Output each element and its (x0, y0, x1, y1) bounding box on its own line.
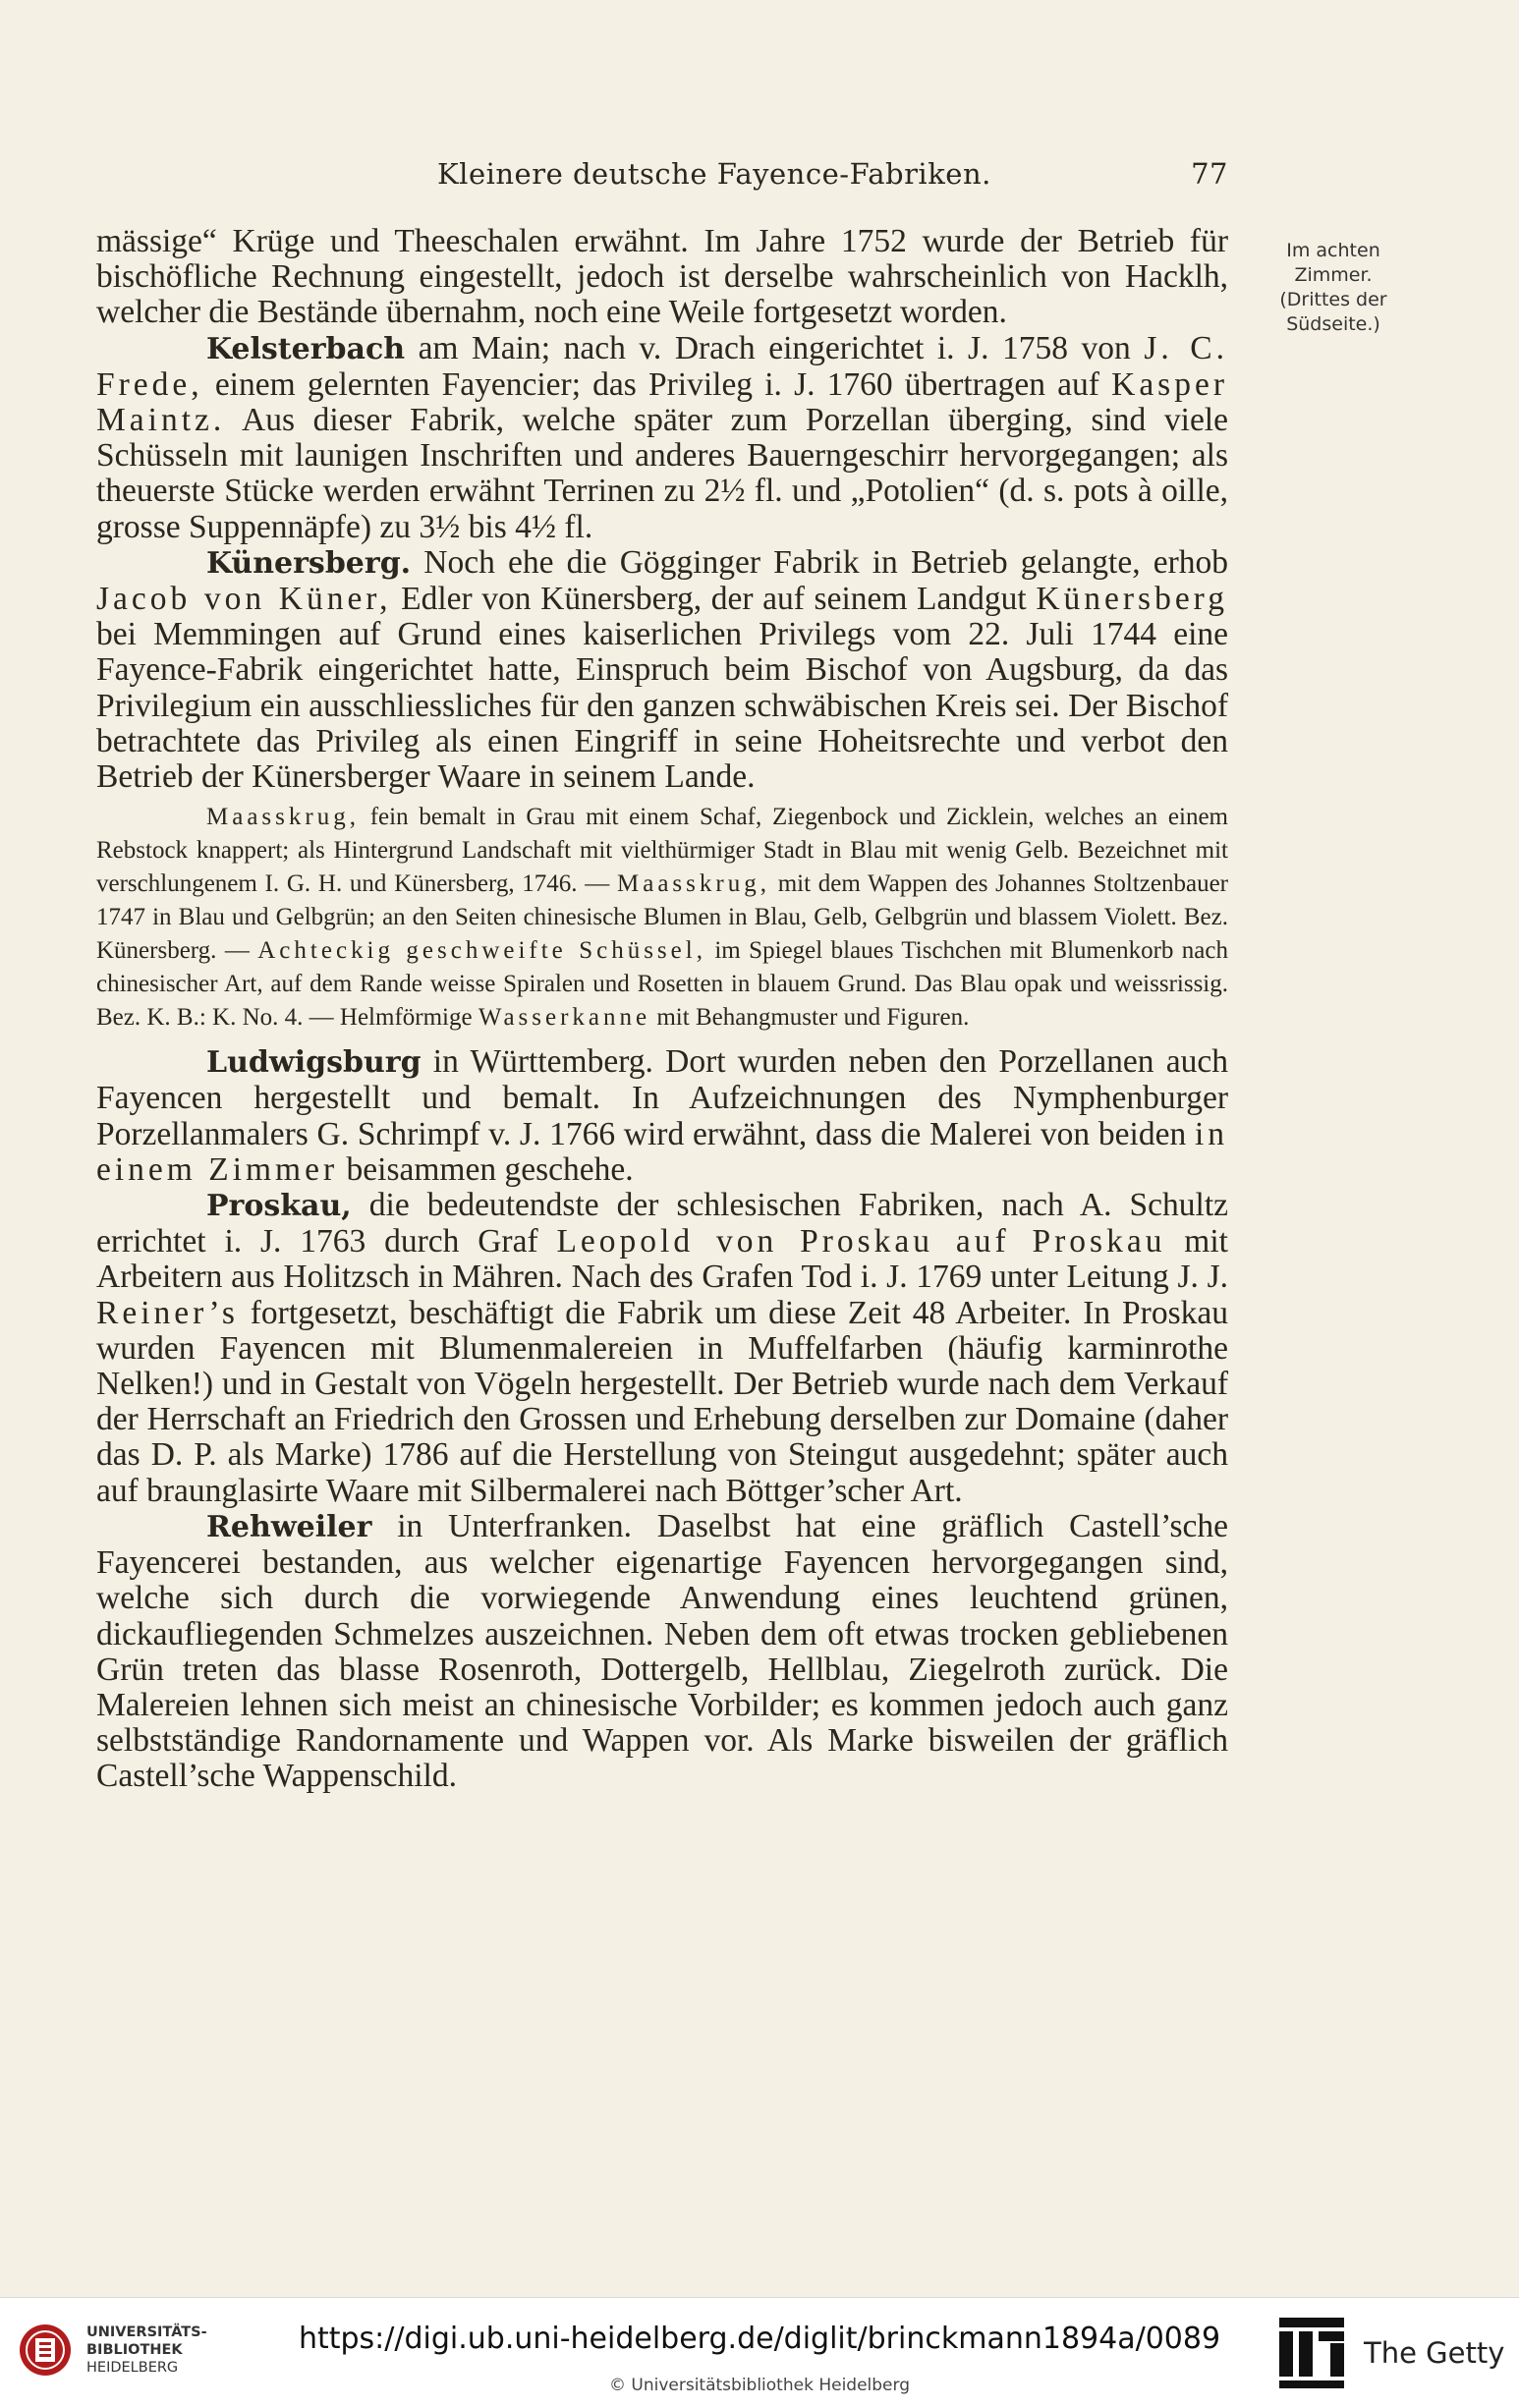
spaced-phrase: in einem Zimmer (96, 1115, 1228, 1188)
spaced-name: Leopold von Proskau auf Proskau (556, 1223, 1166, 1260)
margin-note-line: Im achten (1286, 240, 1380, 261)
catalogue-text: im Spiegel blaues Tischchen mit Blumenkorb nach chinesischer Art, auf dem Rande weisse Spiralen und Rosetten in blauem Grund. Das Blau opak und weissrissig. Bez. K. B.: K. No. 4. — Helmförmige (96, 937, 1228, 1032)
paragraph-text: in Württemberg. Dort wurden neben den Porzellanen auch Fayencen hergestellt und bemalt. In Aufzeichnungen des Nymphenburger Porzellanmalers G. Schrimpf v. J. 1766 wird erwähnt, dass die Malerei von beiden (96, 1043, 1228, 1152)
getty-mark-icon (1277, 2314, 1346, 2392)
entry-heading: Kelsterbach (206, 331, 406, 366)
getty-logo[interactable] (1277, 2312, 1513, 2394)
margin-note-line: Südseite.) (1286, 313, 1380, 335)
copyright-notice: © Universitätsbibliothek Heidelberg (608, 2376, 910, 2395)
catalogue-notes (96, 801, 1228, 1035)
catalogue-object: Wasserkanne (478, 1004, 651, 1032)
entry-heading: Proskau, (206, 1189, 352, 1224)
paragraph-text: einem gelernten Fayencier; das Privileg i. J. 1760 übertragen auf (202, 365, 1112, 403)
entry-heading: Künersberg. (206, 545, 412, 581)
paragraph-text: Edler von Künersberg, der auf seinem Landgut (391, 581, 1037, 618)
catalogue-text: mit Behangmuster und Figuren. (650, 1004, 970, 1032)
paragraph-text: Aus dieser Fabrik, welche später zum Porzellan überging, sind viele Schüsseln mit launigen Inschriften und anderes Bauerngeschirr hervorgegangen; als theuerste Stücke werden erwähnt Terrinen zu 2½ fl. und „Potolien“ (d. s. pots à oille, grosse Suppennäpfe) zu 3½ bis 4½ fl. (96, 402, 1228, 545)
viewer-footer (0, 2297, 1519, 2408)
spaced-name: Reiner’s (96, 1294, 239, 1331)
catalogue-paragraph (96, 801, 1228, 1035)
paragraph-text: fortgesetzt, beschäftigt die Fabrik um diese Zeit 48 Arbeiter. In Proskau wurden Fayencen mit Blumenmalereien in Muffelfarben (häufig karminrothe Nelken!) und in Gestalt von Vögeln hergestellt. Der Betrieb wurde nach dem Verkauf der Herrschaft an Friedrich den Grossen und Erhebung derselben zur Domaine (daher das D. P. als Marke) 1786 auf die Herstellung von Steingut ausgedehnt; später auch auf braunglasirte Waare mit Silbermalerei nach Böttger’scher Art. (96, 1294, 1228, 1509)
catalogue-text: mit dem Wappen des Johannes Stoltzenbauer 1747 in Blau und Gelbgrün; an den Seiten chinesische Blumen in Blau, Gelb, Gelbgrün und blassem Violett. Bez. Künersberg. — (96, 870, 1228, 965)
paragraph-text: in Unterfranken. Daselbst hat eine gräflich Castell’sche Fayencerei bestanden, aus welcher eigenartige Fayencen hervorgegangen sind, welche sich durch die vorwiegende Anwendung eines leuchtend grünen, dickaufliegenden Schmelzes auszeichnen. Neben dem oft etwas trocken gebliebenen Grün treten das blasse Rosenroth, Dottergelb, Hellblau, Ziegelroth zurück. Die Malereien lehnen sich meist an chinesische Vorbilder; es kommen jedoch auch ganz selbstständige Randornamente und Wappen vor. Als Marke bisweilen der gräflich Castell’sche Wappenschild. (96, 1507, 1228, 1795)
page-number: 77 (1191, 157, 1228, 191)
spaced-name: J. C. Frede, (96, 329, 1228, 403)
body-text (96, 224, 1228, 1795)
paragraph-proskau (96, 1188, 1228, 1509)
ub-line: HEIDELBERG (86, 2360, 179, 2376)
paragraph-text: am Main; nach v. Drach eingerichtet i. J. 1758 von (405, 329, 1145, 366)
catalogue-text: fein bemalt in Grau mit einem Schaf, Ziegenbock und Zicklein, welches an einem Rebstock knappert; als Hintergrund Landschaft mit vielthürmiger Stadt in Blau mit wenig Gelb. Bezeichnet mit verschlungenem I. G. H. und Künersberg, 1746. — (96, 804, 1228, 898)
paragraph-rehweiler (96, 1509, 1228, 1795)
paragraph-continuation: mässige“ Krüge und Theeschalen erwähnt. Im Jahre 1752 wurde der Betrieb für bischöfliche Rechnung eingestellt, jedoch ist derselbe wahrscheinlich von Hacklh, welcher die Bestände übernahm, noch eine Weile fortgesetzt worden. (96, 223, 1228, 331)
ub-line: UNIVERSITÄTS- (86, 2324, 207, 2340)
paragraph-text: bei Memmingen auf Grund eines kaiserlichen Privilegs vom 22. Juli 1744 eine Fayence-Fabrik eingerichtet hatte, Einspruch beim Bischof von Augsburg, da das Privilegium ein ausschliessliches für den ganzen schwäbischen Kreis sei. Der Bischof betrachtete das Privileg als einen Eingriff in seine Hoheitsrechte und verbot den Betrieb der Künersberger Waare in seinem Lande. (96, 616, 1228, 796)
spaced-name: Künersberg (1036, 581, 1228, 618)
margin-note-line: (Drittes der (1279, 289, 1387, 310)
running-title: Kleinere deutsche Fayence-Fabriken. (437, 157, 991, 191)
ub-line: BIBLIOTHEK (86, 2342, 183, 2358)
paragraph-text: Noch ehe die Gögginger Fabrik in Betrieb gelangte, erhob (411, 543, 1228, 581)
paragraph-ludwigsburg (96, 1044, 1228, 1188)
margin-note-line: Zimmer. (1294, 264, 1373, 286)
getty-label: The Getty (1364, 2336, 1505, 2370)
catalogue-object: Maasskrug, (206, 804, 360, 831)
permalink-url[interactable]: https://digi.ub.uni-heidelberg.de/diglit/brinckmann1894a/0089 (298, 2322, 1221, 2356)
entry-heading: Rehweiler (206, 1509, 372, 1544)
catalogue-object: Achteckig geschweifte Schüssel, (257, 937, 706, 965)
margin-note (1260, 239, 1407, 337)
paragraph-text: beisammen geschehe. (338, 1150, 634, 1188)
paragraph-text: die bedeutendste der schlesischen Fabriken, nach A. Schultz errichtet i. J. 1763 durch Graf (96, 1187, 1228, 1260)
spaced-name: Jacob von Küner, (96, 581, 392, 618)
running-head (98, 157, 1228, 191)
catalogue-object: Maasskrug, (617, 870, 770, 898)
paragraph-kuenersberg (96, 545, 1228, 795)
paragraph-text: mit Arbeitern aus Holitzsch in Mähren. Nach des Grafen Tod i. J. 1769 unter Leitung J. J. (96, 1223, 1228, 1296)
entry-heading: Ludwigsburg (206, 1045, 422, 1081)
spaced-name: Kasper Maintz. (96, 365, 1228, 439)
paragraph-kelsterbach (96, 331, 1228, 545)
